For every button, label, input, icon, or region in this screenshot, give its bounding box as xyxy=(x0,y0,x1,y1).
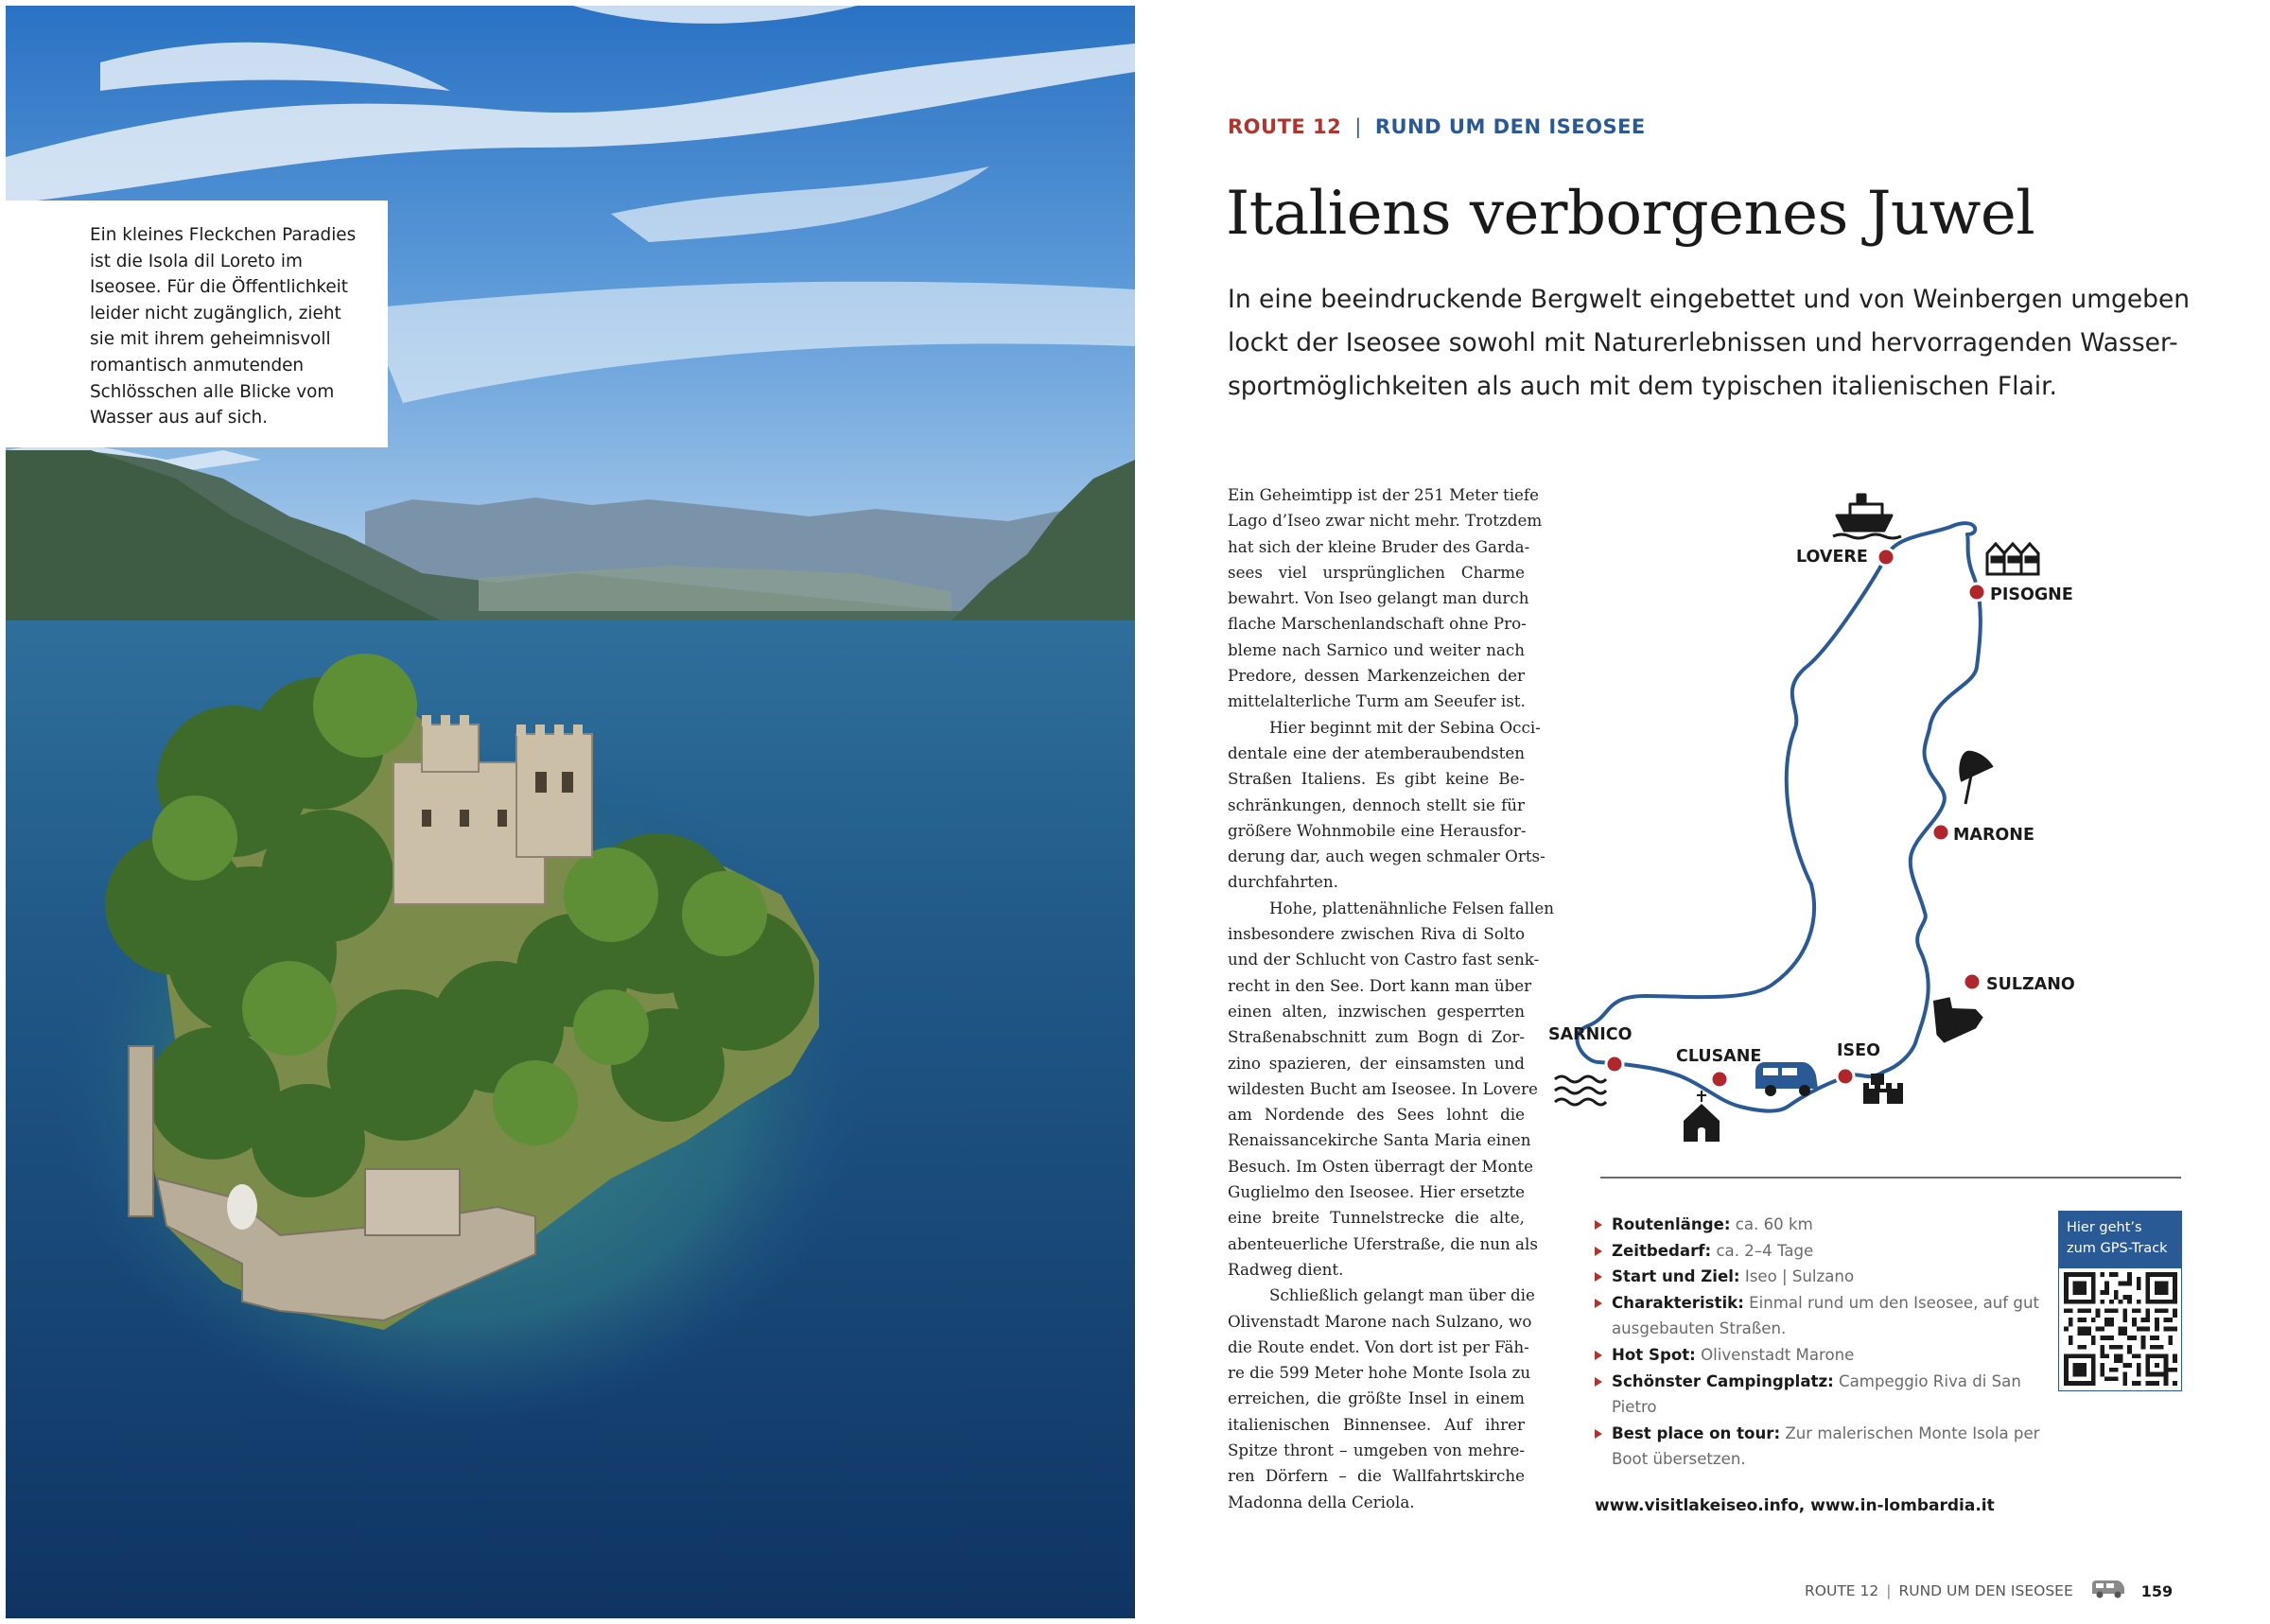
label-sulzano: SULZANO xyxy=(1986,975,2075,994)
waves-icon xyxy=(1555,1076,1606,1105)
marker-lovere xyxy=(1877,549,1895,566)
fact-value-cont: Boot übersetzen. xyxy=(1612,1450,1746,1469)
beach-umbrella-icon xyxy=(1950,743,1994,804)
body-line: Spitze thront – umgeben von mehre- xyxy=(1228,1440,1525,1459)
website-links[interactable]: www.visitlakeiseo.info, www.in-lombardia.it xyxy=(1595,1496,1995,1515)
body-line: bewahrt. Von Iseo gelangt man durch xyxy=(1228,588,1529,608)
intro-line: sportmöglichkeiten als auch mit dem typischen italienischen Flair. xyxy=(1228,372,2057,401)
caption-line: ist die Isola dil Loreto im xyxy=(90,251,303,271)
fact-best-place xyxy=(1595,1421,2068,1473)
body-line: Radweg dient. xyxy=(1228,1259,1344,1279)
fact-label: Charakteristik: xyxy=(1612,1293,1744,1312)
label-marone: MARONE xyxy=(1953,826,2034,845)
caption-line: leider nicht zugänglich, zieht xyxy=(90,303,341,323)
route-map-svg xyxy=(1532,478,2194,1178)
intro-line: In eine beeindruckende Bergwelt eingebettet und von Weinbergen umgeben xyxy=(1228,285,2191,314)
body-line: hat sich der kleine Bruder des Garda- xyxy=(1228,536,1530,556)
body-line: insbesondere zwischen Riva di Solto xyxy=(1228,924,1525,944)
intro-paragraph xyxy=(1228,278,2191,409)
bullet-triangle-icon xyxy=(1595,1429,1602,1439)
body-line: einen alten, inzwischen gesperrten xyxy=(1228,1001,1525,1021)
camper-van-icon xyxy=(1755,1062,1818,1096)
page-footer xyxy=(1805,1579,2173,1603)
body-line: zino spazieren, der einsamsten und xyxy=(1228,1053,1525,1073)
body-line: Madonna della Ceriola. xyxy=(1228,1492,1415,1511)
fact-value: Zur malerischen Monte Isola per xyxy=(1785,1423,2040,1442)
caption-line: Wasser aus auf sich. xyxy=(90,408,269,428)
bullet-triangle-icon xyxy=(1595,1351,1602,1360)
body-line: Straßenabschnitt zum Bogn di Zor- xyxy=(1228,1027,1525,1047)
footer-separator: | xyxy=(1886,1582,1892,1599)
fact-value: Iseo | Sulzano xyxy=(1744,1267,1855,1286)
marker-sarnico xyxy=(1606,1056,1623,1073)
route-map xyxy=(1532,478,2194,1178)
fact-route-length xyxy=(1595,1212,2068,1238)
body-line: re die 599 Meter hohe Monte Isola zu xyxy=(1228,1363,1531,1383)
fact-value: ca. 2–4 Tage xyxy=(1716,1241,1814,1260)
intro-line: lockt der Iseosee sowohl mit Naturerlebnissen und hervorragenden Wasser- xyxy=(1228,328,2178,358)
body-line: ren Dörfern – die Wallfahrtskirche xyxy=(1228,1466,1525,1486)
footer-place: RUND UM DEN ISEOSEE xyxy=(1898,1582,2073,1599)
label-sarnico: SARNICO xyxy=(1548,1025,1633,1044)
fact-time xyxy=(1595,1238,2068,1265)
marker-sulzano xyxy=(1964,973,1981,990)
caption-line: Schlösschen alle Blicke vom xyxy=(90,381,335,402)
label-iseo: ISEO xyxy=(1837,1041,1880,1060)
label-pisogne: PISOGNE xyxy=(1990,585,2073,604)
houses-icon xyxy=(1987,544,2038,574)
body-line: Straßen Italiens. Es gibt keine Be- xyxy=(1228,769,1525,789)
body-line: erreichen, die größte Insel in einem xyxy=(1228,1388,1525,1408)
bullet-triangle-icon xyxy=(1595,1220,1602,1230)
body-line: wildesten Bucht am Iseosee. In Lovere xyxy=(1228,1078,1538,1098)
photo-caption-box xyxy=(6,201,388,447)
camper-van-icon xyxy=(2090,1579,2126,1603)
body-line: Schließlich gelangt man über die xyxy=(1269,1285,1535,1305)
body-line: die Route endet. Von dort ist per Fäh- xyxy=(1228,1336,1529,1356)
body-line: Renaissancekirche Santa Maria einen xyxy=(1228,1130,1531,1150)
body-line: und der Schlucht von Castro fast senk- xyxy=(1228,950,1540,969)
body-line: dentale eine der atemberaubendsten xyxy=(1228,742,1525,762)
gps-track-qr-box[interactable] xyxy=(2058,1211,2182,1391)
body-line: größere Wohnmobile eine Herausfor- xyxy=(1228,820,1527,840)
photo-caption xyxy=(90,222,359,431)
fact-character xyxy=(1595,1290,2068,1342)
fact-label: Routenlänge: xyxy=(1612,1215,1731,1233)
church-icon xyxy=(1684,1091,1720,1142)
fact-label: Hot Spot: xyxy=(1612,1345,1696,1364)
section-kicker xyxy=(1228,115,1646,138)
body-line: Olivenstadt Marone nach Sulzano, wo xyxy=(1228,1311,1532,1331)
body-line: Lago d’Iseo zwar nicht mehr. Trotzdem xyxy=(1228,511,1543,531)
fact-start-end xyxy=(1595,1264,2068,1290)
fact-hot-spot xyxy=(1595,1342,2068,1369)
body-line: italienischen Binnensee. Auf ihrer xyxy=(1228,1414,1525,1434)
kicker-separator: | xyxy=(1354,115,1362,138)
fact-value: Einmal rund um den Iseosee, auf gut xyxy=(1749,1293,2039,1312)
marker-iseo xyxy=(1837,1068,1854,1085)
caption-line: sie mit ihrem geheimnisvoll xyxy=(90,329,331,350)
body-line: am Nordende des Sees lohnt die xyxy=(1228,1105,1525,1125)
body-line: Ein Geheimtipp ist der 251 Meter tiefe xyxy=(1228,485,1539,504)
fact-label: Schönster Campingplatz: xyxy=(1612,1371,1834,1390)
body-line: bleme nach Sarnico und weiter nach xyxy=(1228,639,1525,659)
fact-value: Campeggio Riva di San xyxy=(1839,1371,2021,1390)
qr-header-line: zum GPS-Track xyxy=(2067,1241,2168,1256)
page-number: 159 xyxy=(2140,1581,2174,1600)
bullet-triangle-icon xyxy=(1595,1377,1602,1387)
fact-camping xyxy=(1595,1369,2068,1421)
body-line: schränkungen, dennoch stellt sie für xyxy=(1228,795,1525,814)
body-line: Predore, dessen Markenzeichen der xyxy=(1228,666,1525,686)
hiking-boot-icon xyxy=(1930,991,1986,1044)
fact-label: Best place on tour: xyxy=(1612,1423,1781,1442)
body-line: eine breite Tunnelstrecke die alte, xyxy=(1228,1208,1525,1228)
bullet-triangle-icon xyxy=(1595,1272,1602,1282)
page-title: Italiens verborgenes Juwel xyxy=(1226,179,2035,249)
body-line: derung dar, auch wegen schmaler Orts- xyxy=(1228,847,1545,866)
fact-value: ca. 60 km xyxy=(1735,1215,1813,1233)
kicker-route: ROUTE 12 xyxy=(1228,115,1342,138)
caption-line: Ein kleines Fleckchen Paradies xyxy=(90,225,357,245)
bullet-triangle-icon xyxy=(1595,1247,1602,1256)
divider xyxy=(1600,1177,2181,1179)
body-line: mittelalterliche Turm am Seeufer ist. xyxy=(1228,691,1526,711)
qr-header xyxy=(2059,1212,2181,1268)
fact-value-cont: Pietro xyxy=(1612,1398,1657,1417)
fact-value: Olivenstadt Marone xyxy=(1701,1345,1855,1364)
bullet-triangle-icon xyxy=(1595,1299,1602,1308)
qr-code-icon[interactable] xyxy=(2064,1272,2177,1386)
body-line: flache Marschenlandschaft ohne Pro- xyxy=(1228,614,1527,634)
body-line: abenteuerliche Uferstraße, die nun als xyxy=(1228,1233,1538,1253)
body-line: Hier beginnt mit der Sebina Occi- xyxy=(1269,717,1541,737)
label-clusane: CLUSANE xyxy=(1676,1047,1762,1066)
marker-pisogne xyxy=(1968,584,1985,601)
body-line: Hohe, plattenähnliche Felsen fallen xyxy=(1269,898,1555,917)
route-facts xyxy=(1595,1212,2068,1473)
body-text xyxy=(1228,482,1555,1515)
kicker-place: RUND UM DEN ISEOSEE xyxy=(1374,115,1646,138)
body-line: sees viel ursprünglichen Charme xyxy=(1228,562,1525,582)
qr-header-line: Hier geht’s xyxy=(2067,1220,2142,1235)
fact-value-cont: ausgebauten Straßen. xyxy=(1612,1319,1787,1338)
caption-line: romantisch anmutenden xyxy=(90,355,305,375)
footer-route: ROUTE 12 xyxy=(1805,1582,1879,1599)
caption-line: Iseosee. Für die Öffentlichkeit xyxy=(90,277,348,298)
fact-label: Zeitbedarf: xyxy=(1612,1241,1712,1260)
ferry-icon xyxy=(1833,495,1901,538)
marker-marone xyxy=(1932,824,1949,841)
body-line: durchfahrten. xyxy=(1228,872,1338,892)
route-line xyxy=(1578,523,1981,1110)
fact-label: Start und Ziel: xyxy=(1612,1267,1740,1286)
marker-clusane xyxy=(1711,1071,1728,1088)
body-line: recht in den See. Dort kann man über xyxy=(1228,975,1532,995)
body-line: Besuch. Im Osten überragt der Monte xyxy=(1228,1156,1533,1176)
body-line: Guglielmo den Iseosee. Hier ersetzte xyxy=(1228,1182,1525,1202)
label-lovere: LOVERE xyxy=(1796,548,1868,567)
